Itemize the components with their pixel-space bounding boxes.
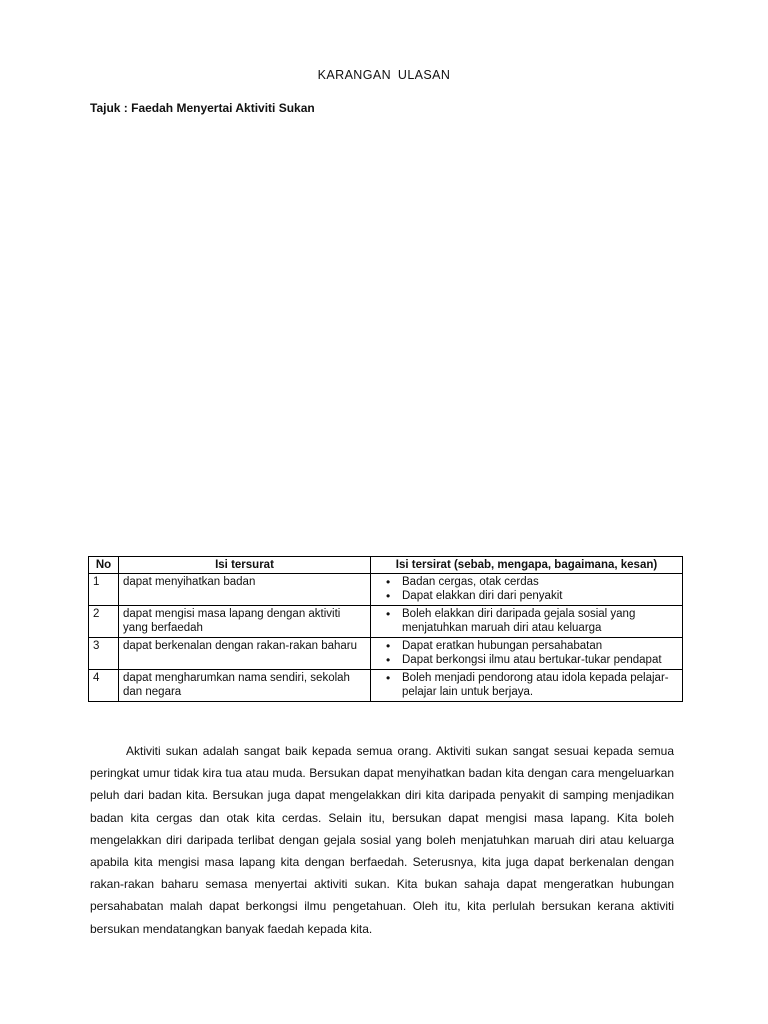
page-title: KARANGAN ULASAN bbox=[317, 68, 451, 82]
list-item: • Dapat berkongsi ilmu atau bertukar-tukar pendapat bbox=[375, 653, 678, 668]
row-number: 4 bbox=[89, 669, 119, 701]
explicit-point: dapat mengisi masa lapang dengan aktiviti yang berfaedah bbox=[119, 605, 371, 637]
list-item: • Boleh menjadi pendorong atau idola kepada pelajar-pelajar lain untuk berjaya. bbox=[375, 671, 678, 700]
explicit-point: dapat menyihatkan badan bbox=[119, 573, 371, 605]
list-item: • Dapat eratkan hubungan persahabatan bbox=[375, 639, 678, 654]
essay-paragraph: Aktiviti sukan adalah sangat baik kepada semua orang. Aktiviti sukan sangat sesuai kepada semua peringkat umur tidak kira tua atau muda. Bersukan dapat menyihatkan badan kita dengan cara mengeluarkan peluh dari badan kita. Bersukan juga dapat mengelakkan diri kita daripada penyakit di samping menjadikan badan kita cergas dan otak kita cerdas. Selain itu, bersukan dapat mengisi masa lapang. Kita boleh mengelakkan diri daripada terlibat dengan gejala sosial yang boleh menjatuhkan maruah diri atau keluarga apabila kita mengisi masa lapang kita dengan berfaedah. Seterusnya, kita juga dapat berkenalan dengan rakan-rakan baharu semasa menyertai aktiviti sukan. Kita bukan sahaja dapat mengeratkan hubungan persahabatan malah dapat berkongsi ilmu pengetahuan. Oleh itu, kita perlulah bersukan kerana aktiviti bersukan mendatangkan banyak faedah kepada kita. bbox=[90, 744, 674, 936]
points-table bbox=[88, 556, 683, 702]
list-item: • Boleh elakkan diri daripada gejala sosial yang menjatuhkan maruah diri atau keluarga bbox=[375, 607, 678, 636]
implicit-points bbox=[371, 605, 683, 637]
list-item: • Dapat elakkan diri dari penyakit bbox=[375, 589, 678, 604]
list-item: • Badan cergas, otak cerdas bbox=[375, 575, 678, 590]
row-number: 3 bbox=[89, 637, 119, 669]
table-header-row bbox=[89, 557, 683, 574]
table-row bbox=[89, 637, 683, 669]
header-tersirat: Isi tersirat (sebab, mengapa, bagaimana, kesan) bbox=[371, 557, 683, 574]
row-number: 2 bbox=[89, 605, 119, 637]
implicit-points bbox=[371, 573, 683, 605]
implicit-points bbox=[371, 669, 683, 701]
table-row bbox=[89, 669, 683, 701]
explicit-point: dapat berkenalan dengan rakan-rakan baharu bbox=[119, 637, 371, 669]
row-number: 1 bbox=[89, 573, 119, 605]
explicit-point: dapat mengharumkan nama sendiri, sekolah dan negara bbox=[119, 669, 371, 701]
header-tersurat: Isi tersurat bbox=[119, 557, 371, 574]
table-row bbox=[89, 605, 683, 637]
essay-subject: Tajuk : Faedah Menyertai Aktiviti Sukan bbox=[90, 101, 315, 115]
header-no: No bbox=[89, 557, 119, 574]
table-row bbox=[89, 573, 683, 605]
implicit-points bbox=[371, 637, 683, 669]
